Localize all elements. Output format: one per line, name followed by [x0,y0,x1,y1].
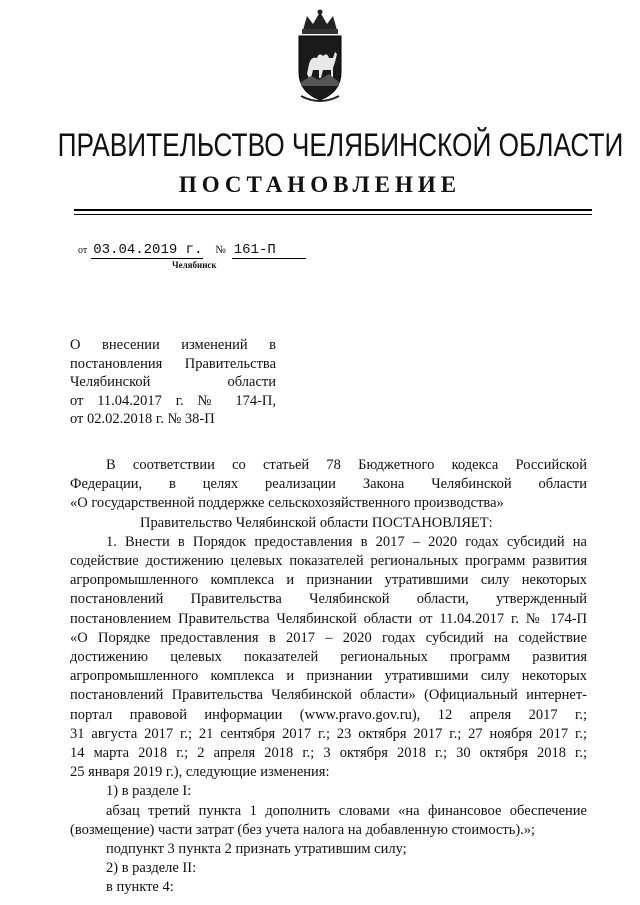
body-line: агропромышленного комплекса и признании утратившими силу некоторых [70,572,587,589]
decree-body-text [70,456,587,898]
date-prefix: от [78,245,88,256]
body-line: 31 августа 2017 г.; 21 сентября 2017 г.; 23 октября 2017 г.; 27 ноября 2017 г.; [70,725,587,742]
number-prefix: № [215,244,226,256]
body-line: агропромышленного комплекса и признании утратившими силу некоторых [70,668,587,685]
body-line: подпункт 3 пункта 2 признать утратившим силу; [106,841,407,858]
decree-date: 03.04.2019 г. [93,242,203,258]
body-line: Федерации, в целях реализации Закона Челябинской области [70,476,587,493]
body-line: в пункте 4: [106,879,174,896]
decree-subject [70,336,276,429]
body-line: 1. Внести в Порядок предоставления в 2017 – 2020 годах субсидий на [106,533,587,550]
header-rule-thick [74,209,592,211]
subject-line: от 02.02.2018 г. № 38-П [70,411,215,427]
subject-line: от 11.04.2017 г. № 174-П, [70,392,276,409]
body-line: абзац третий пункта 1 дополнить словами «на финансовое обеспечение [106,802,587,819]
subject-line: постановления Правительства [70,355,276,372]
body-line: «О Порядке предоставления в 2017 – 2020 годах субсидий на содействие [70,629,587,646]
coat-of-arms-emblem [289,8,351,104]
body-line: 25 января 2019 г.), следующие изменения: [70,764,330,781]
decree-number: 161-П [232,242,306,259]
body-line: содействие достижению целевых показателей региональных программ развития [70,553,587,570]
body-line: постановлений Правительства Челябинской области» (Официальный интернет- [70,687,587,704]
city-label: Челябинск [172,260,217,270]
government-title: ПРАВИТЕЛЬСТВО ЧЕЛЯБИНСКОЙ ОБЛАСТИ [57,127,624,163]
body-line: постановлением Правительства Челябинской области от 11.04.2017 г. № 174-П [70,610,587,627]
body-line: 14 марта 2018 г.; 2 апреля 2018 г.; 3 октября 2018 г.; 30 октября 2018 г.; [70,745,587,762]
body-line: (возмещение) части затрат (без учета налога на добавленную стоимость).»; [70,821,536,838]
body-line: портал правовой информации (www.pravo.gov.ru), 12 апреля 2017 г.; [70,706,587,723]
decree-date-number-line [78,242,306,259]
body-line: 1) в разделе I: [106,783,192,800]
body-line: постановлений Правительства Челябинской области, утвержденный [70,591,587,608]
body-line: В соответствии со статьей 78 Бюджетного кодекса Российской [106,457,587,473]
subject-line: Челябинской области [70,374,276,390]
body-line: Правительство Челябинской области ПОСТАНОВЛЯЕТ: [140,514,493,531]
body-line: 2) в разделе II: [106,860,197,877]
body-line: достижению целевых показателей региональных программ развития [70,649,587,666]
document-type-title: ПОСТАНОВЛЕНИЕ [178,172,462,197]
header-rule-thin [74,214,592,215]
subject-line: О внесении изменений в [70,337,276,353]
body-line: «О государственной поддержке сельскохозяйственного производства» [70,495,504,512]
